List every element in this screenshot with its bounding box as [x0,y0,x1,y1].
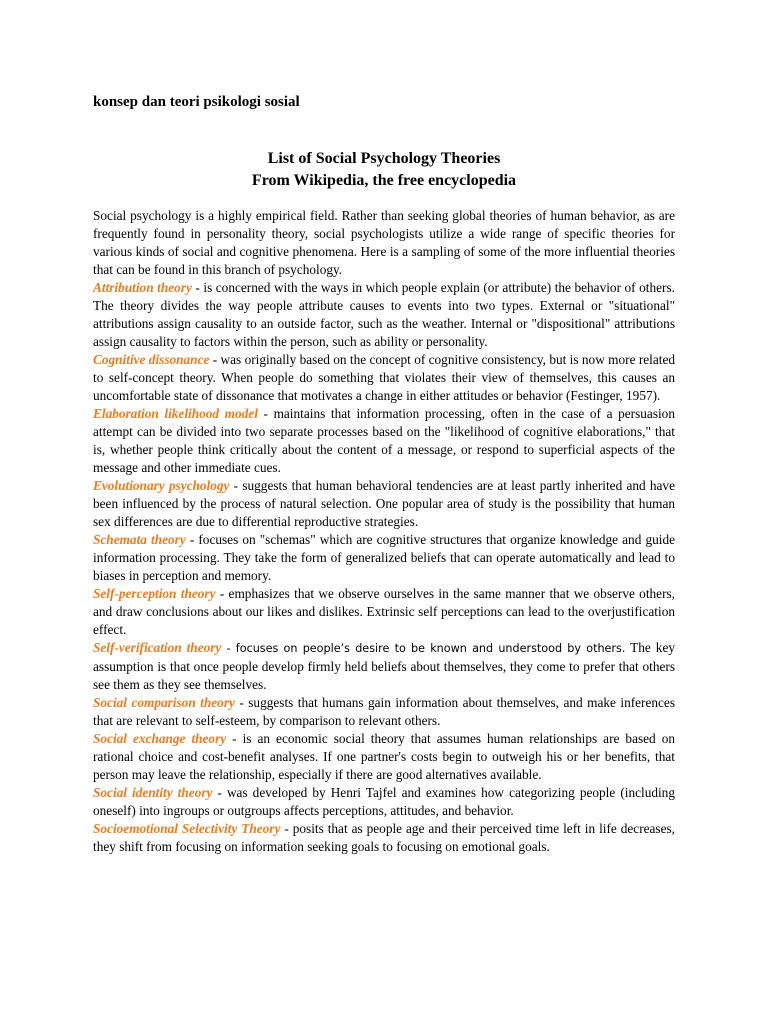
theory-paragraph-social-exchange [93,730,675,784]
theory-text: - emphasizes that we observe ourselves in the same manner that we observe others, and draw conclusions about our likes and dislikes. Extrinsic self perceptions can lead to the overjustification effect. [93,586,676,637]
theory-text-sans: - focuses on people’s desire to be known and understood by others. [221,642,626,655]
theory-term: Social identity theory [93,785,213,800]
theory-text: - posits that as people age and their perceived time left in life decreases, they shift from focusing on information seeking goals to focusing on emotional goals. [93,821,676,854]
theory-term: Self-perception theory [93,586,216,601]
document-title [0,148,768,192]
theory-paragraph-cognitive-dissonance [93,351,675,405]
theory-term: Schemata theory [93,532,186,547]
title-line-1: List of Social Psychology Theories [267,150,501,167]
theory-text: - suggests that humans gain information about themselves, and make inferences that are relevant to self-esteem, by comparison to relevant others. [93,695,676,728]
document-body [93,207,675,856]
theory-text: The key assumption is that once people develop firmly held beliefs about themselves, they come to prefer that others see them as they see themselves. [93,640,676,692]
theory-term: Self-verification theory [93,640,222,655]
theory-text: - is an economic social theory that assumes human relationships are based on rational choice and cost-benefit analyses. If one partner's costs begin to outweigh his or her benefits, that person may leave the relationship, especially if there are good alternatives available. [93,731,676,782]
theory-text: - maintains that information processing, often in the case of a persuasion attempt can be divided into two separate processes based on the "likelihood of cognitive elaborations," that is, whether people think critically about the content of a message, or respond to superficial aspects of the message and other immediate cues. [93,406,675,475]
theory-term: Evolutionary psychology [93,478,230,493]
theory-paragraph-socioemotional [93,820,675,856]
theory-paragraph-self-perception [93,585,675,639]
theory-paragraph-evolutionary [93,477,675,531]
theory-term: Socioemotional Selectivity Theory [93,821,281,836]
theory-term: Cognitive dissonance [93,352,210,367]
theory-paragraph-elaboration [93,405,675,477]
theory-text: - was originally based on the concept of cognitive consistency, but is now more related to self-concept theory. When people do something that violates their view of themselves, this causes an uncomfortable state of dissonance that motivates a change in either attitudes or behavior (Festinger, 1957). [93,352,675,403]
intro-paragraph: Social psychology is a highly empirical field. Rather than seeking global theories of human behavior, as are frequently found in personality theory, social psychologists utilize a wide range of specific theories for various kinds of social and cognitive phenomena. Here is a sampling of some of the more influential theories that can be found in this branch of psychology. [93,208,675,277]
document-heading: konsep dan teori psikologi sosial [93,94,300,110]
theory-paragraph-social-comparison [93,694,675,730]
theory-term: Elaboration likelihood model [93,406,258,421]
theory-text: - was developed by Henri Tajfel and examines how categorizing people (including oneself) into ingroups or outgroups affects perceptions, attitudes, and behavior. [93,785,675,818]
theory-term: Social exchange theory [93,731,227,746]
title-line-2: From Wikipedia, the free encyclopedia [251,172,517,189]
theory-paragraph-attribution [93,279,675,351]
theory-paragraph-social-identity [93,784,675,820]
theory-text: - is concerned with the ways in which people explain (or attribute) the behavior of others. The theory divides the way people attribute causes to events into two types. External or "situational" attributions assign causality to an outside factor, such as the weather. Internal or "dispositional" attributions assign causality to factors within the person, such as ability or personality. [93,280,675,349]
theory-paragraph-schemata [93,531,675,585]
theory-term: Social comparison theory [93,695,235,710]
theory-text: - focuses on "schemas" which are cognitive structures that organize knowledge and guide information processing. They take the form of generalized beliefs that can operate automatically and lead to biases in perception and memory. [93,532,675,583]
theory-term: Attribution theory [93,280,192,295]
theory-text: - suggests that human behavioral tendencies are at least partly inherited and have been influenced by the process of natural selection. One popular area of study is the possibility that human sex differences are due to differential reproductive strategies. [93,478,675,529]
theory-paragraph-self-verification [93,639,675,694]
